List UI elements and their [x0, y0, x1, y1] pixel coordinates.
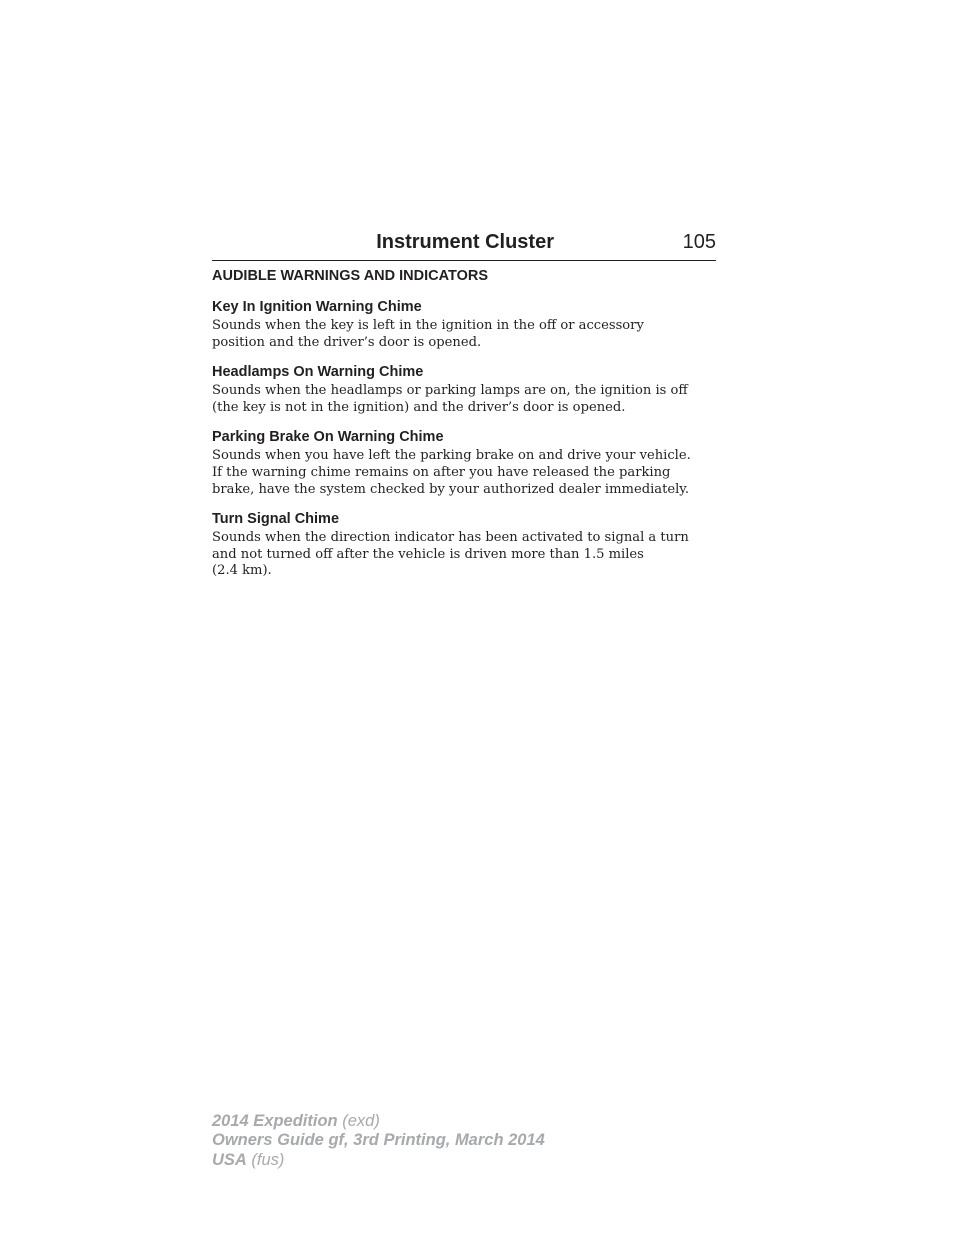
footer-market: USA	[212, 1150, 247, 1169]
sub-heading: Key In Ignition Warning Chime	[212, 299, 422, 315]
chapter-title: Instrument Cluster	[376, 231, 554, 253]
sub-heading: Headlamps On Warning Chime	[212, 364, 424, 381]
body-paragraph: Sounds when the headlamps or parking lamps are on, the ignition is off (the key is not in the ignition) and the driver’s door is opened.	[212, 383, 688, 415]
footer-edition: Owners Guide gf, 3rd Printing, March 2014	[212, 1131, 545, 1150]
section-heading: AUDIBLE WARNINGS AND INDICATORS	[212, 268, 489, 284]
section-item-turn-signal	[212, 510, 716, 580]
section-item-headlamps-on	[212, 363, 716, 416]
footer-line-model	[212, 1112, 545, 1131]
footer-line-market	[212, 1151, 545, 1170]
footer-market-code: (fus)	[246, 1150, 285, 1169]
document-footer	[212, 1112, 545, 1170]
sub-heading: Turn Signal Chime	[212, 511, 340, 528]
page-number: 105	[682, 231, 716, 253]
page-content	[212, 267, 716, 592]
body-paragraph: Sounds when the key is left in the ignition in the off or accessory position and the driver’s door is opened.	[212, 318, 644, 350]
section-item-key-in-ignition	[212, 298, 716, 351]
footer-line-edition	[212, 1131, 545, 1150]
footer-model-code: (exd)	[337, 1112, 380, 1130]
sub-heading: Parking Brake On Warning Chime	[212, 429, 444, 446]
body-paragraph: Sounds when the direction indicator has been activated to signal a turn and not turned off after the vehicle is driven more than 1.5 miles (2.4 km).	[212, 530, 689, 579]
page-header	[212, 229, 716, 261]
section-item-parking-brake-on	[212, 428, 716, 498]
footer-model-name: 2014 Expedition	[212, 1112, 338, 1130]
body-paragraph: Sounds when you have left the parking brake on and drive your vehicle. If the warning chime remains on after you have released the parking brake, have the system checked by your authorized dealer immediately.	[212, 448, 691, 497]
